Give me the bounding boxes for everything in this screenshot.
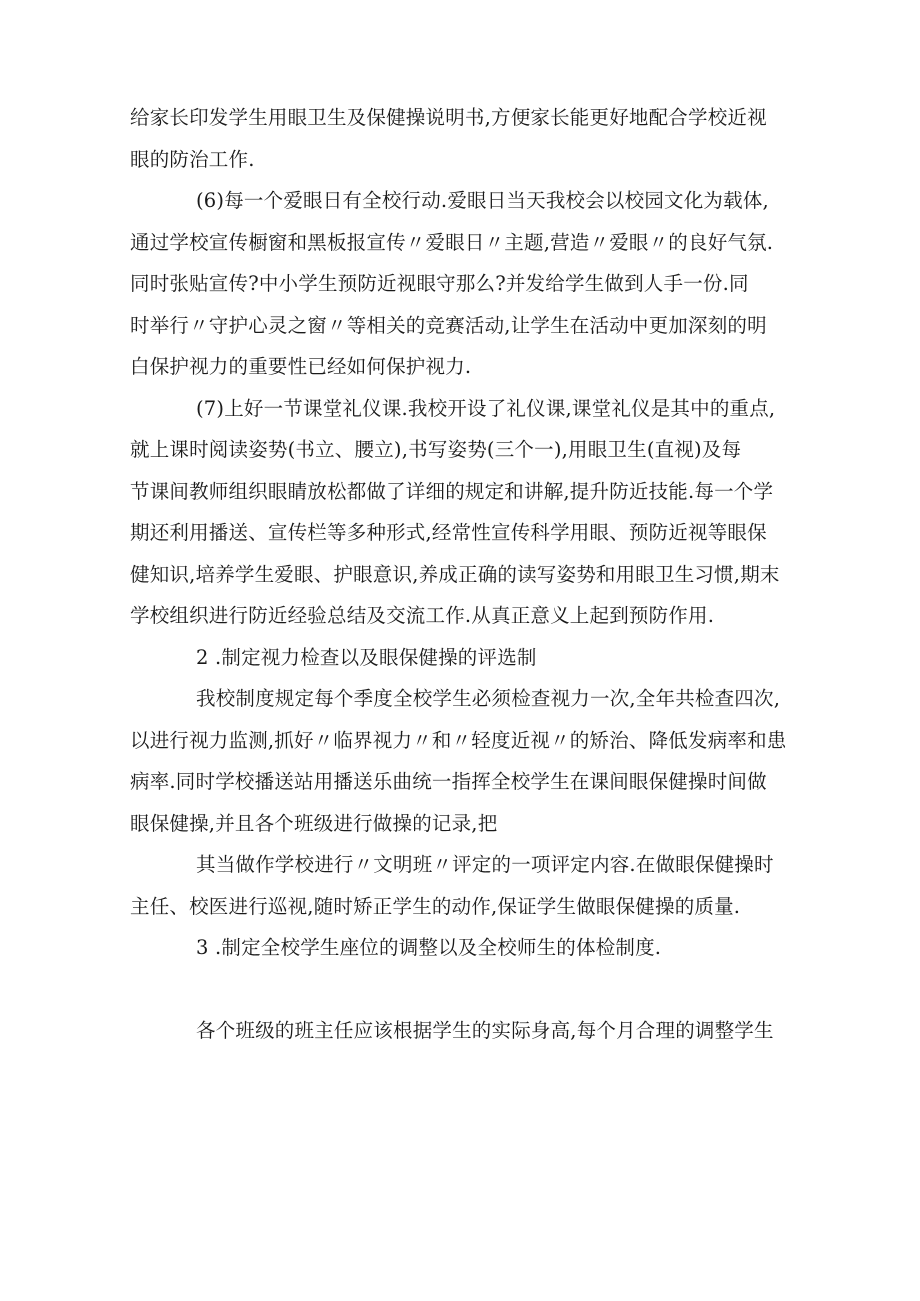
section-3-heading: 3 .制定全校学生座位的调整以及全校师生的体检制度. <box>196 936 662 959</box>
text-line: 眼保健操,并且各个班级进行做操的记录,把 <box>130 811 498 835</box>
text-line: 学校组织进行防近经验总结及交流工作.从真正意义上起到预防作用. <box>130 604 715 627</box>
text-line: 以进行视力监测,抓好〃临界视力〃和〃轻度近视〃的矫治、降低发病率和患 <box>130 728 787 752</box>
paragraph-7-start: (7)上好一节课堂礼仪课.我校开设了礼仪课,课堂礼仪是其中的重点, <box>196 396 776 420</box>
text-line: 时举行〃守护心灵之窗〃等相关的竞赛活动,让学生在活动中更加深刻的明 <box>130 313 767 337</box>
text-line: 主任、校医进行巡视,随时矫正学生的动作,保证学生做眼保健操的质量. <box>130 894 741 918</box>
paragraph-start: 各个班级的班主任应该根据学生的实际身高,每个月合理的调整学生 <box>196 1019 774 1042</box>
paragraph-start: 我校制度规定每个季度全校学生必须检查视力一次,全年共检查四次, <box>196 687 781 710</box>
document-page <box>130 97 805 1052</box>
text-line: 给家长印发学生用眼卫生及保健操说明书,方便家长能更好地配合学校近视 <box>130 106 767 129</box>
blank-line <box>130 969 805 1011</box>
text-line: 白保护视力的重要性已经如何保护视力. <box>130 355 472 378</box>
text-line: 病率.同时学校播送站用播送乐曲统一指挥全校学生在课间眼保健操时间做 <box>130 770 767 793</box>
text-line: 期还利用播送、宣传栏等多种形式,经常性宣传科学用眼、预防近视等眼保 <box>130 521 767 544</box>
text-line: 眼的防治工作. <box>130 147 255 171</box>
text-line: 就上课时阅读姿势(书立、腰立),书写姿势(三个一),用眼卫生(直视)及每 <box>130 438 742 461</box>
text-line: 健知识,培养学生爱眼、护眼意识,养成正确的读写姿势和用眼卫生习惯,期末 <box>130 562 780 586</box>
paragraph-start: 其当做作学校进行〃文明班〃评定的一项评定内容.在做眼保健操时 <box>196 853 774 876</box>
text-line: 节课间教师组织眼睛放松都做了详细的规定和讲解,提升防近技能.每一个学 <box>130 479 774 503</box>
text-line: 通过学校宣传橱窗和黑板报宣传〃爱眼日〃主题,营造〃爱眼〃的良好气氛. <box>130 230 774 254</box>
section-2-heading: 2 .制定视力检查以及眼保健操的评选制 <box>196 645 537 669</box>
text-line: 同时张贴宣传?中小学生预防近视眼守那么?并发给学生做到人手一份.同 <box>130 272 749 295</box>
paragraph-6-start: (6)每一个爱眼日有全校行动.爱眼日当天我校会以校园文化为载体, <box>196 189 769 212</box>
